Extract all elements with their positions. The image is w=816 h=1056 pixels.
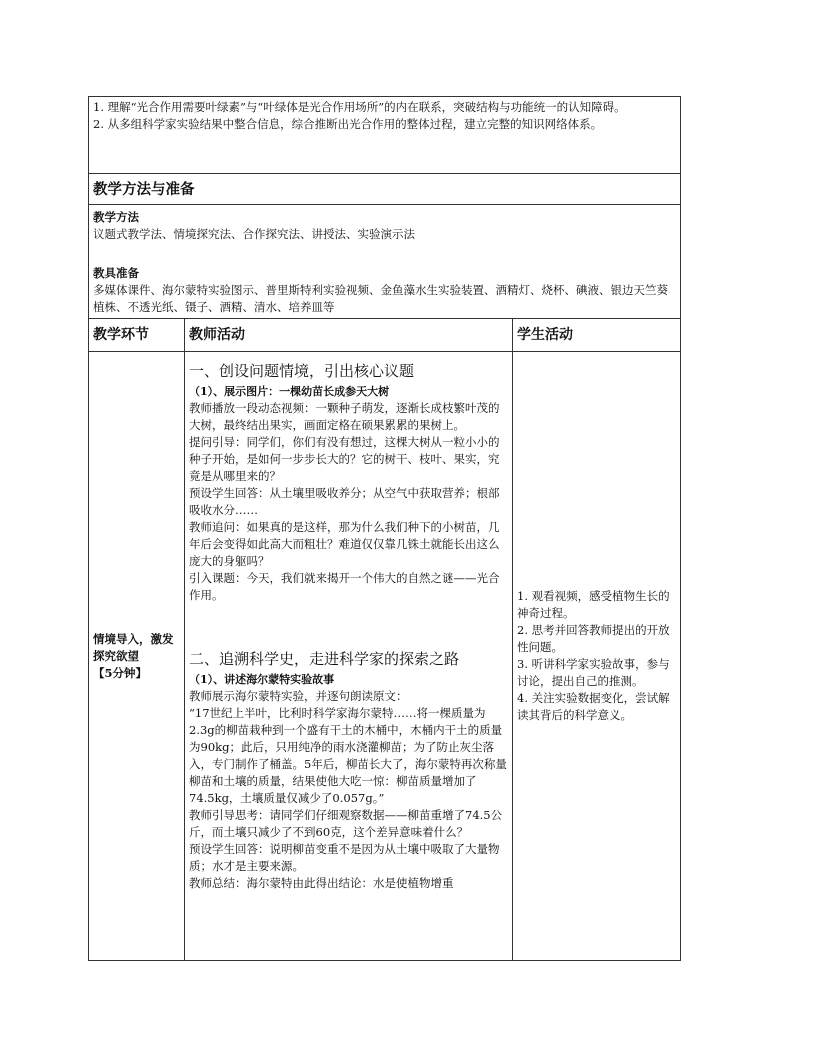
paragraph: 教师引导思考：请同学们仔细观察数据——柳苗重增了74.5公斤，而土壤只减少了不到60克，这个差异意味着什么？: [189, 808, 503, 839]
header-teacher: [185, 319, 513, 352]
stage-name: 情境导入，激发探究欲望: [93, 631, 174, 663]
paragraph: 预设学生回答：说明柳苗变重不是因为从土壤中吸取了大量物质；水才是主要来源。: [189, 842, 500, 873]
student-cell: [513, 352, 681, 961]
stage-duration: 【5分钟】: [93, 665, 148, 680]
method-heading: 教学方法: [93, 210, 139, 224]
header-stage: [89, 319, 185, 352]
paragraph: 教师追问：如果真的是这样，那为什么我们种下的小树苗，几年后会变得如此高大而粗壮？难道仅仅靠几铢土就能长出这么庞大的身躯吗？: [189, 520, 500, 568]
content-row: [89, 352, 681, 961]
student-item: 2. 思考并回答教师提出的开放性问题。: [517, 623, 670, 654]
methods-title-cell: [89, 174, 681, 205]
paragraph: 教师播放一段动态视频：一颗种子萌发，逐渐长成枝繁叶茂的大树，最终结出果实，画面定格在硕果累累的果树上。: [189, 401, 500, 432]
quote-paragraph: “17世纪上半叶，比利时科学家海尔蒙特……将一棵质量为2.3g的柳苗栽种到一个盛有干土的木桶中，木桶内干土的质量为90kg；此后，只用纯净的雨水浇灌柳苗；为了防止灰尘落入，专门制作了桶盖。5年后，柳苗长大了，海尔蒙特再次称量柳苗和土壤的质量，结果使他大吃一惊：柳苗质量增加了74.5kg，土壤质量仅减少了0.057g。”: [189, 706, 507, 805]
part2-title: 二、追溯科学史，走进科学家的探索之路: [189, 650, 460, 668]
lesson-plan-table: [88, 96, 681, 961]
methods-title-row: [89, 174, 681, 205]
paragraph: 提问引导：同学们，你们有没有想过，这棵大树从一粒小小的种子开始，是如何一步步长大的？它的树干、枝叶、果实，究竟是从哪里来的？: [189, 435, 500, 483]
part2-subtitle: （1）、讲述海尔蒙特实验故事: [189, 673, 335, 686]
objective-item: 2. 从多组科学家实验结果中整合信息，综合推断出光合作用的整体过程，建立完整的知识网络体系。: [93, 117, 603, 131]
paragraph: 预设学生回答：从土壤里吸收养分；从空气中获取营养；根部吸收水分……: [189, 486, 500, 517]
header-teacher-label: 教师活动: [189, 327, 245, 343]
part1-subtitle: （1）、展示图片：一棵幼苗长成参天大树: [189, 385, 390, 398]
objective-item: 1. 理解“光合作用需要叶绿素”与“叶绿体是光合作用场所”的内在联系，突破结构与功能统一的认知障碍。: [93, 100, 626, 114]
paragraph: 教师展示海尔蒙特实验，并逐句朗读原文：: [189, 689, 408, 703]
student-item: 1. 观看视频，感受植物生长的神奇过程。: [517, 589, 670, 620]
objectives-cell: [89, 97, 681, 174]
student-item: 4. 关注实验数据变化，尝试解读其背后的科学意义。: [517, 691, 670, 722]
tools-text: 多媒体课件、海尔蒙特实验图示、普里斯特利实验视频、金鱼藻水生实验装置、酒精灯、烧杯、碘液、银边天竺葵植株、不透光纸、镊子、酒精、清水、培养皿等: [93, 283, 668, 314]
teacher-cell: [185, 352, 513, 961]
part1-title: 一、创设问题情境，引出核心议题: [189, 362, 415, 380]
header-stage-label: 教学环节: [93, 327, 149, 343]
document-page: [88, 96, 680, 961]
stage-cell: [89, 352, 185, 961]
header-student-label: 学生活动: [517, 327, 573, 343]
tools-heading: 教具准备: [93, 266, 139, 280]
student-item: 3. 听讲科学家实验故事，参与讨论，提出自己的推测。: [517, 657, 670, 688]
table-header-row: [89, 319, 681, 352]
methods-row: [89, 205, 681, 319]
paragraph: 引入课题：今天，我们就来揭开一个伟大的自然之谜——光合作用。: [189, 571, 500, 602]
header-student: [513, 319, 681, 352]
methods-cell: [89, 205, 681, 319]
section-title: 教学方法与准备: [93, 181, 195, 198]
objectives-row: [89, 97, 681, 174]
method-text: 议题式教学法、情境探究法、合作探究法、讲授法、实验演示法: [93, 227, 415, 241]
paragraph: 教师总结：海尔蒙特由此得出结论：水是使植物增重: [189, 876, 454, 890]
